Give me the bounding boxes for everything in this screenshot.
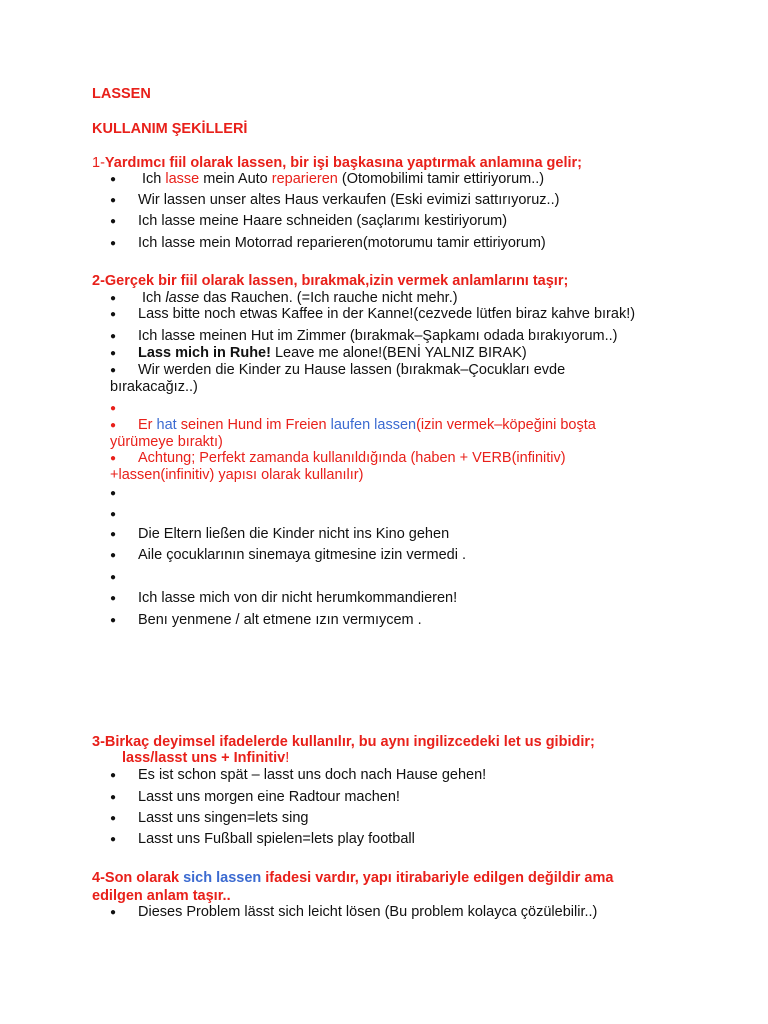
s2-item4-a: Lass mich in Ruhe! <box>138 345 271 361</box>
section1-heading <box>92 155 582 171</box>
list-item <box>110 290 690 307</box>
s3-item2: Lasst uns morgen eine Radtour machen! <box>138 789 400 805</box>
bullet-icon: ● <box>110 509 117 520</box>
s2-item7-e: (izin vermek–köpeğini boşta yürümeye bıraktı) <box>110 417 596 450</box>
s2-item8: Achtung; Perfekt zamanda kullanıldığında (haben + VERB(infinitiv) +lassen(infinitiv) yapısı olarak kullanılır) <box>110 450 566 483</box>
s1-item1-p4: reparieren <box>271 171 338 187</box>
list-item <box>110 417 650 451</box>
bullet-icon: ● <box>110 365 117 376</box>
list-item <box>110 171 690 188</box>
section1-number: 1- <box>92 155 105 171</box>
list-item <box>110 831 690 848</box>
s3-item3: Lasst uns singen=lets sing <box>138 810 309 826</box>
s2-item15: Benı yenmene / alt etmene ızın vermıycem . <box>138 612 422 628</box>
bullet-icon: ● <box>110 348 117 359</box>
s1-item1-p5: (Otomobilimi tamir ettiriyorum..) <box>337 171 545 187</box>
bullet-icon: ● <box>110 488 117 499</box>
s1-item3: Ich lasse meine Haare schneiden (saçlarımı kestiriyorum) <box>138 213 508 229</box>
s2-item1-c: das Rauchen. (=Ich rauche nicht mehr.) <box>199 290 458 306</box>
list-item <box>110 904 690 921</box>
s2-item3: Ich lasse meinen Hut im Zimmer (bırakmak–Şapkamı odada bırakıyorum..) <box>138 328 618 344</box>
s1-item1-p1: Ich <box>142 171 166 187</box>
list-item <box>110 547 690 564</box>
section3-heading: 3-Birkaç deyimsel ifadelerde kullanılır, bu aynı ingilizcedeki let us gibidir; <box>92 734 595 750</box>
s2-item7-b: hat <box>156 417 177 433</box>
bullet-icon: ● <box>110 813 117 824</box>
doc-subtitle: KULLANIM ŞEKİLLERİ <box>92 121 248 137</box>
bullet-icon: ● <box>110 331 117 342</box>
bullet-icon: ● <box>110 216 117 227</box>
s2-item4-b: Leave me alone!(BENİ YALNIZ BIRAK) <box>270 345 527 361</box>
bullet-icon: ● <box>110 572 117 583</box>
list-item <box>110 235 690 252</box>
s2-item7-a: Er <box>138 417 157 433</box>
list-item <box>110 192 690 209</box>
s3-item1: Es ist schon spät – lasst uns doch nach Hause gehen! <box>138 767 487 783</box>
list-item <box>110 213 690 230</box>
s4-item1: Dieses Problem lässt sich leicht lösen (Bu problem kolayca çözülebilir..) <box>138 904 598 920</box>
section4-heading-c: ifadesi vardır, yapı itirabariyle edilgen değildir ama edilgen anlam taşır.. <box>92 870 614 904</box>
s2-item14: Ich lasse mich von dir nicht herumkommandieren! <box>138 590 458 606</box>
s1-item4: Ich lasse mein Motorrad reparieren(motorumu tamir ettiriyorum) <box>138 235 546 251</box>
list-item <box>110 450 620 484</box>
s2-item2: Lass bitte noch etwas Kaffee in der Kanne!(cezvede lütfen biraz kahve bırak!) <box>138 306 636 322</box>
bullet-icon: ● <box>110 453 117 464</box>
bullet-icon: ● <box>110 770 117 781</box>
bullet-icon: ● <box>110 550 117 561</box>
bullet-icon: ● <box>110 309 117 320</box>
list-item <box>110 789 690 806</box>
s1-item1-p3: mein Auto <box>199 171 272 187</box>
s2-item12: Aile çocuklarının sinemaya gitmesine izin vermedi . <box>138 547 466 563</box>
s2-item7-c: seinen Hund im Freien <box>176 417 331 433</box>
s2-item1-b: lasse <box>165 290 200 306</box>
section4-heading <box>92 869 662 905</box>
bullet-icon: ● <box>110 420 117 431</box>
s2-item7-d: laufen lassen <box>330 417 417 433</box>
bullet-icon: ● <box>110 834 117 845</box>
list-item <box>110 810 690 827</box>
list-item <box>110 306 690 323</box>
section2-heading: 2-Gerçek bir fiil olarak lassen, bırakmak,izin vermek anlamlarını taşır; <box>92 273 569 289</box>
bullet-icon: ● <box>110 792 117 803</box>
bullet-icon: ● <box>110 174 117 185</box>
s1-item2: Wir lassen unser altes Haus verkaufen (Eski evimizi sattırıyoruz..) <box>138 192 560 208</box>
s1-item1-p2: lasse <box>165 171 200 187</box>
section4-heading-a: 4-Son olarak <box>92 870 184 886</box>
s3-item4: Lasst uns Fußball spielen=lets play football <box>138 831 415 847</box>
s2-item5: Wir werden die Kinder zu Hause lassen (bırakmak–Çocukları evde bırakacağız..) <box>110 362 566 395</box>
bullet-icon: ● <box>110 907 117 918</box>
section1-heading-text: Yardımcı fiil olarak lassen, bir işi başkasına yaptırmak anlamına gelir; <box>104 155 583 171</box>
list-item <box>110 612 690 629</box>
bullet-icon: ● <box>110 293 117 304</box>
bullet-icon: ● <box>110 238 117 249</box>
s2-item1-a: Ich <box>142 290 166 306</box>
s2-item11: Die Eltern ließen die Kinder nicht ins Kino gehen <box>138 526 450 542</box>
section3-sub-b: ! <box>285 750 290 766</box>
list-item <box>110 328 690 345</box>
bullet-icon: ● <box>110 593 117 604</box>
list-item <box>110 767 690 784</box>
section3-subheading <box>122 750 289 766</box>
section3-sub-a: lass/lasst uns + Infinitiv <box>122 750 286 766</box>
bullet-icon: ● <box>110 529 117 540</box>
bullet-icon: ● <box>110 615 117 626</box>
bullet-icon: ● <box>110 195 117 206</box>
section4-heading-b: sich lassen <box>183 870 262 886</box>
list-item <box>110 526 690 543</box>
list-item <box>110 345 690 362</box>
list-item <box>110 590 690 607</box>
list-item <box>110 362 610 396</box>
doc-title: LASSEN <box>92 86 151 102</box>
bullet-icon: ● <box>110 403 117 414</box>
